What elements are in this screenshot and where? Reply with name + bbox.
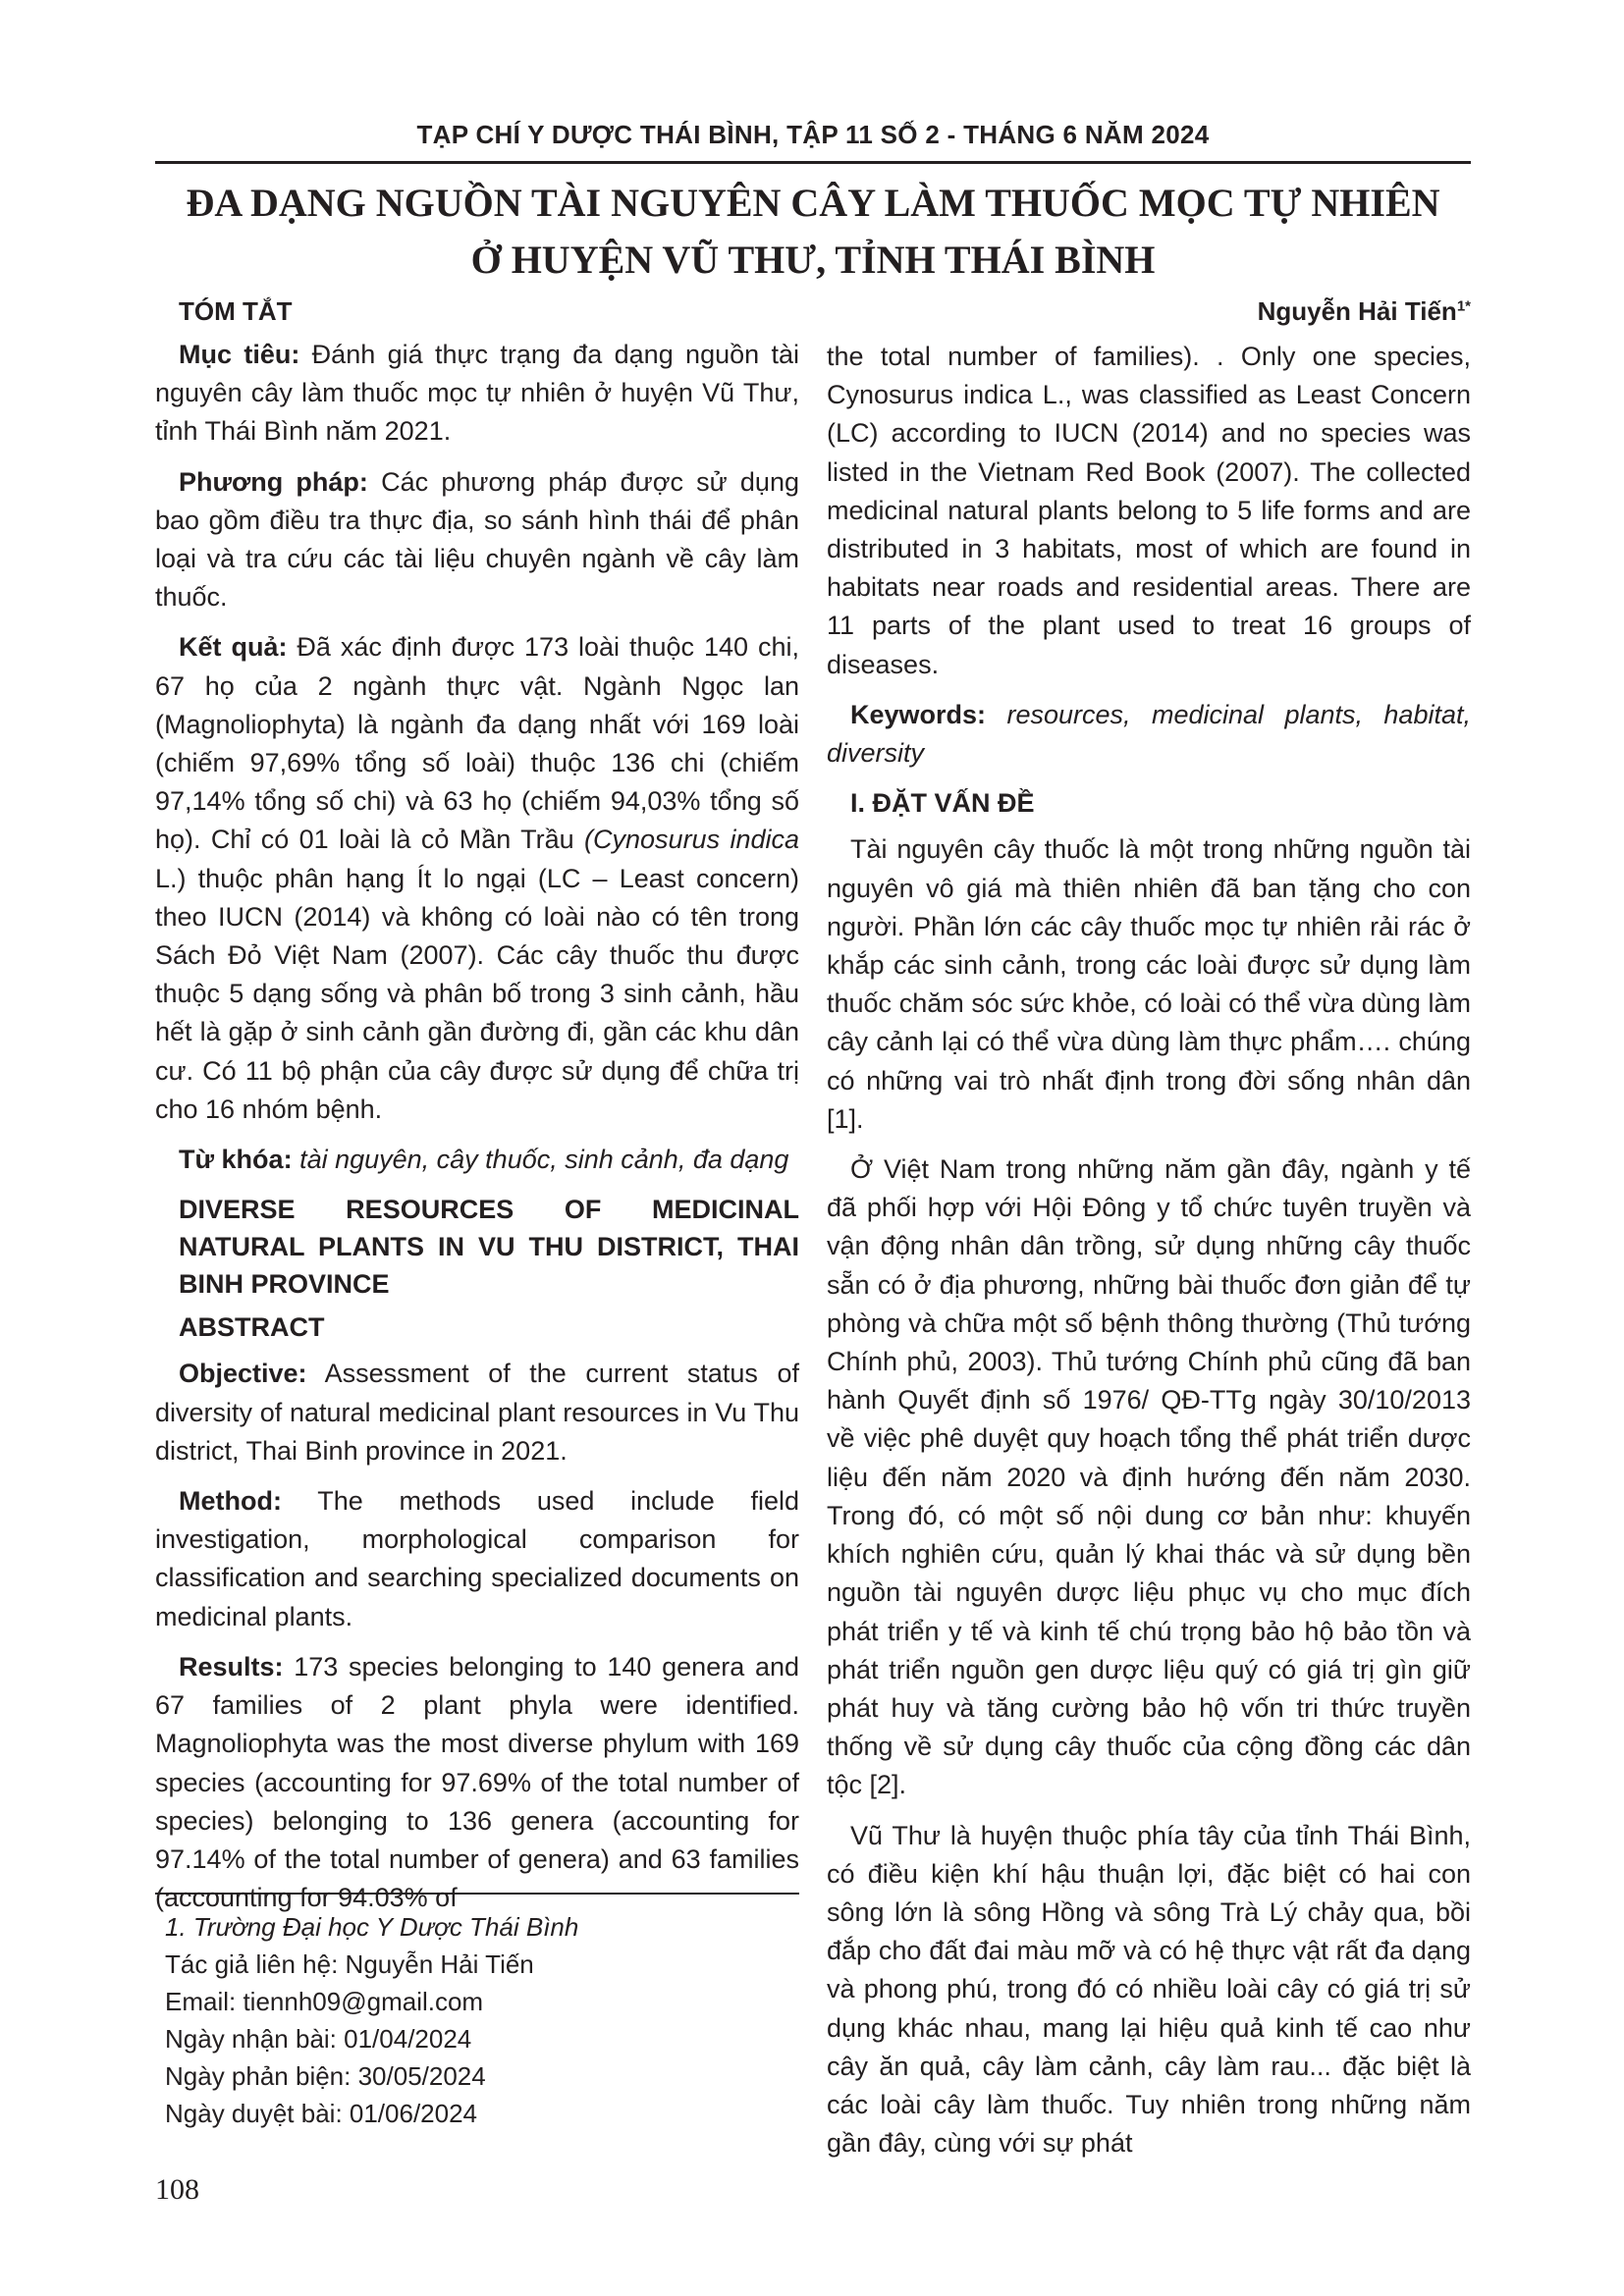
intro-paragraph-2: Ở Việt Nam trong những năm gần đây, ngành y tế đã phối hợp với Hội Đông y tổ chức tuyên truyền và vận động nhân dân trồng, sử dụng những cây thuốc sẵn có ở địa phương, những bài thuốc đơn giản để tự phòng và chữa một số bệnh thông thường (Thủ tướng Chính phủ, 2003). Thủ tướng Chính phủ cũng đã ban hành Quyết định số 1976/ QĐ-TTg ngày 30/10/2013 về việc phê duyệt quy hoạch tổng thể phát triển dược liệu đến năm 2020 và định hướng đến năm 2030. Trong đó, có một số nội dung cơ bản như: khuyến khích nghiên cứu, quản lý khai thác và sử dụng bền nguồn tài nguyên dược liệu phục vụ cho mục đích phát triển y tế và kinh tế chú trọng bảo hộ bảo tồn và phát triển nguồn gen dược liệu quý có giá trị gìn giữ phát huy và tăng cường bảo hộ vốn tri thức truyền thống về sử dụng cây thuốc của cộng đồng các dân tộc [2].	[827, 1154, 1471, 1800]
en-keywords-text: resources, medicinal plants, habitat, diversity	[827, 699, 1471, 769]
vn-keywords-label: Từ khóa:	[179, 1145, 293, 1175]
footnote-accepted: Ngày duyệt bài: 01/06/2024	[165, 2099, 478, 2128]
en-keywords	[827, 696, 1471, 773]
header-rule	[155, 161, 1471, 164]
author	[1258, 296, 1471, 327]
en-method	[155, 1482, 799, 1636]
english-title: DIVERSE RESOURCES OF MEDICINAL NATURAL PLANTS IN VU THU DISTRICT, THAI BINH PROVINCE	[179, 1195, 799, 1300]
en-objective-text: Assessment of the current status of diversity of natural medicinal plant resources in Vu Thu district, Thai Binh province in 2021.	[155, 1359, 799, 1466]
author-name: Nguyễn Hải Tiến	[1257, 296, 1457, 326]
title-line-2: Ở HUYỆN VŨ THƯ, TỈNH THÁI BÌNH	[470, 238, 1156, 282]
intro-paragraph-1: Tài nguyên cây thuốc là một trong những nguồn tài nguyên vô giá mà thiên nhiên đã ban tặng cho con người. Phần lớn các cây thuốc mọc tự nhiên rải rác ở khắp các sinh cảnh, trong các loài được sử dụng làm thuốc chăm sóc sức khỏe, có loài có thể vừa dùng làm cây cảnh lại có thể vừa dùng làm thực phẩm…. chúng có những vai trò nhất định trong đời sống nhân dân [1].	[827, 834, 1471, 1134]
en-method-text: The methods used include field investigation, morphological comparison for classification and searching specialized documents on medicinal plants.	[155, 1486, 799, 1631]
right-column	[827, 338, 1471, 2174]
footnote-received: Ngày nhận bài: 01/04/2024	[165, 2024, 472, 2054]
vn-results-text-1: Đã xác định được 173 loài thuộc 140 chi, 67 họ của 2 ngành thực vật. Ngành Ngọc lan (Magnoliophyta) là ngành đa dạng nhất với 169 loài (chiếm 97,69% tổng số loài) thuộc 136 chi (chiếm 97,14% tổng số chi) và 63 họ (chiếm 94,03% tổng số họ). Chỉ có 01 loài là cỏ Mần Trầu	[155, 632, 799, 855]
footnotes	[155, 1893, 799, 2132]
vn-objective-text: Đánh giá thực trạng đa dạng nguồn tài nguyên cây làm thuốc mọc tự nhiên ở huyện Vũ Thư, tỉnh Thái Bình năm 2021.	[155, 340, 799, 447]
vn-method	[155, 463, 799, 617]
en-objective	[155, 1355, 799, 1470]
title-line-1: ĐA DẠNG NGUỒN TÀI NGUYÊN CÂY LÀM THUỐC MỌC TỰ NHIÊN	[186, 181, 1440, 225]
journal-header: TẠP CHÍ Y DƯỢC THÁI BÌNH, TẬP 11 SỐ 2 - THÁNG 6 NĂM 2024	[416, 120, 1210, 149]
en-results	[155, 1648, 799, 1917]
en-objective-label: Objective:	[179, 1359, 307, 1389]
footnote-email: Email: tiennh09@gmail.com	[165, 1987, 484, 2016]
vn-objective-label: Mục tiêu:	[179, 340, 300, 369]
vn-objective	[155, 336, 799, 452]
left-column	[155, 336, 799, 1929]
vn-method-label: Phương pháp:	[179, 466, 368, 497]
vn-method-text: Các phương pháp được sử dụng bao gồm điều tra thực địa, so sánh hình thái để phân loại và tra cứu các tài liệu chuyên ngành về cây làm thuốc.	[155, 466, 799, 613]
en-results-text: 173 species belonging to 140 genera and 67 families of 2 plant phyla were identified. Magnoliophyta was the most diverse phylum with 169 species (accounting for 97.69% of the total number of species) belonging to 136 genera (accounting for 97.14% of the total number of genera) and 63 families (accounting for 94.03% of	[155, 1651, 799, 1913]
en-results-label: Results:	[179, 1651, 284, 1682]
vn-results-text-2: L.) thuộc phân hạng Ít lo ngại (LC – Least concern) theo IUCN (2014) và không có loài nào có tên trong Sách Đỏ Việt Nam (2007). Các cây thuốc thu được thuộc 5 dạng sống và phân bố trong 3 sinh cảnh, hầu hết là gặp ở sinh cảnh gần đường đi, gần các khu dân cư. Có 11 bộ phận của cây được sử dụng để chữa trị cho 16 nhóm bệnh.	[155, 863, 799, 1124]
article-title	[155, 175, 1471, 289]
abstract-heading: ABSTRACT	[179, 1312, 325, 1343]
footnote-contact: Tác giả liên hệ: Nguyễn Hải Tiến	[165, 1949, 534, 1979]
vn-results-label: Kết quả:	[179, 632, 288, 663]
vn-results-species: (Cynosurus indica	[584, 825, 799, 855]
vn-keywords-text: tài nguyên, cây thuốc, sinh cảnh, đa dạng	[292, 1145, 789, 1175]
footnote-affiliation: 1. Trường Đại học Y Dược Thái Bình	[165, 1912, 579, 1942]
en-results-continued: the total number of families). . Only one species, Cynosurus indica L., was classified as Least Concern (LC) according to IUCN (2014) and no species was listed in the Vietnam Red Book (2007). The collected medicinal natural plants belong to 5 life forms and are distributed in 3 habitats, most of which are found in habitats near roads and residential areas. There are 11 parts of the plant used to treat 16 groups of diseases.	[827, 342, 1471, 679]
page-number: 108	[155, 2173, 199, 2206]
en-method-label: Method:	[179, 1486, 282, 1517]
summary-heading: TÓM TẮT	[179, 296, 293, 326]
section-heading-introduction: I. ĐẶT VẤN ĐỀ	[850, 788, 1035, 819]
author-marker: 1*	[1456, 297, 1471, 315]
vn-results	[155, 628, 799, 1129]
en-keywords-label: Keywords:	[850, 699, 987, 729]
footnote-reviewed: Ngày phản biện: 30/05/2024	[165, 2061, 486, 2091]
intro-paragraph-3: Vũ Thư là huyện thuộc phía tây của tỉnh Thái Bình, có điều kiện khí hậu thuận lợi, đặc biệt có hai con sông lớn là sông Hồng và sông Trà Lý chảy qua, bồi đắp cho đất đai màu mỡ và có hệ thực vật rất đa dạng và phong phú, trong đó có nhiều loài cây có giá trị sử dụng khác nhau, mang lại hiệu quả kinh tế cao như cây ăn quả, cây làm cảnh, cây làm rau... đặc biệt là các loài cây làm thuốc. Tuy nhiên trong những năm gần đây, cùng với sự phát	[827, 1820, 1471, 2159]
vn-keywords	[155, 1141, 799, 1179]
